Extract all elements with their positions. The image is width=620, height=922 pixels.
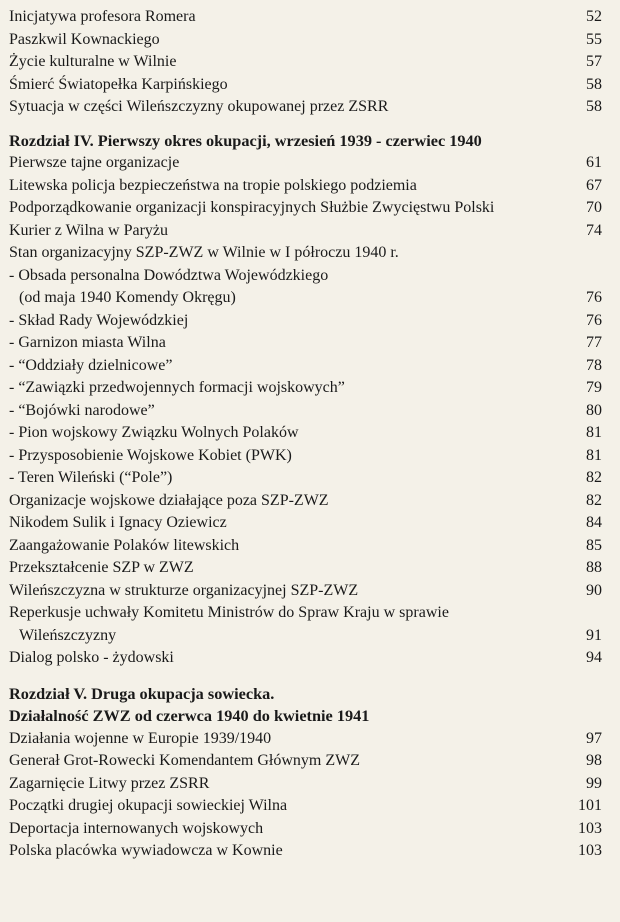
toc-entry-title: Paszkwil Kownackiego [9,30,160,48]
toc-entry [9,445,614,468]
toc-entry [9,51,614,74]
toc-entry-page: 99 [586,774,602,792]
toc-entry [9,242,614,265]
toc-entry-title: Życie kulturalne w Wilnie [9,53,177,70]
toc-entry [9,310,614,333]
toc-entry [9,6,614,29]
toc-entry-title: (od maja 1940 Komendy Okręgu) [19,289,236,306]
toc-entry [9,557,614,580]
toc-entry-page: 61 [586,154,602,171]
toc-entry-title: Zagarnięcie Litwy przez ZSRR [9,774,210,792]
toc-entry-title: Organizacje wojskowe działające poza SZP-ZWZ [9,491,329,509]
toc-entry-page: 85 [586,536,602,554]
toc-entry-title: Wileńszczyzny [19,626,117,644]
toc-entry [9,580,614,603]
toc-entry [9,74,614,97]
toc-entry [9,29,614,52]
toc-entry-page: 84 [586,514,602,531]
toc-entry-page: 97 [586,729,602,747]
toc-entry-page: 79 [586,379,602,396]
chapter-title: Rozdział IV. Pierwszy okres okupacji, wrzesień 1939 - czerwiec 1940 [9,130,482,150]
toc-entry [9,467,614,490]
toc-entry-title: Pierwsze tajne organizacje [9,154,180,171]
toc-entry [9,422,614,445]
toc-entry-page: 101 [578,797,602,814]
toc-entry-page: 70 [586,199,602,216]
toc-entry [9,750,614,773]
toc-entry-title: Przekształcenie SZP w ZWZ [9,559,194,576]
chapter-heading [9,683,614,706]
toc-entry-title: Początki drugiej okupacji sowieckiej Wilna [9,797,288,814]
toc-entry [9,220,614,243]
toc-entry-page: 98 [586,752,602,769]
toc-entry-title: Podporządkowanie organizacji konspiracyjnych Służbie Zwycięstwu Polski [9,199,495,216]
toc-entry [9,175,614,198]
toc-entry-page: 78 [586,356,602,374]
toc-entry-title: - Pion wojskowy Związku Wolnych Polaków [9,424,299,441]
toc-entry-title: Śmierć Światopełka Karpińskiego [9,75,228,93]
toc-entry-title: Reperkusje uchwały Komitetu Ministrów do Spraw Kraju w sprawie [9,604,449,621]
toc-entry-title: Litewska policja bezpieczeństwa na tropie polskiego podziemia [9,176,417,194]
toc-entry-page: 58 [586,98,602,115]
toc-entry [9,795,614,818]
toc-entry [9,625,614,648]
toc-entry-title: Deportacja internowanych wojskowych [9,819,264,837]
toc-entry [9,400,614,423]
toc-entry-page: 67 [586,176,602,194]
toc-entry-page: 90 [586,581,602,599]
toc-entry [9,512,614,535]
toc-entry [9,728,614,751]
toc-entry-title: - “Zawiązki przedwojennych formacji wojskowych” [9,379,345,396]
toc-entry [9,287,614,310]
toc-entry-page: 88 [586,559,602,576]
toc-entry-title: Kurier z Wilna w Paryżu [9,221,169,239]
toc-entry-title: - “Oddziały dzielnicowe” [9,356,173,374]
toc-entry-title: Polska placówka wywiadowcza w Kownie [9,842,283,859]
toc-entry-page: 82 [586,491,602,509]
toc-entry-page: 81 [586,446,602,464]
toc-group-1 [9,6,614,119]
chapter-title-line-2: Działalność ZWZ od czerwca 1940 do kwietnie 1941 [9,706,370,725]
toc-entry-title: Działania wojenne w Europie 1939/1940 [9,729,272,747]
toc-entry [9,773,614,796]
toc-group-3 [9,728,614,863]
chapter-heading [9,705,614,728]
toc-entry [9,490,614,513]
toc-entry-title: Zaangażowanie Polaków litewskich [9,536,240,554]
toc-entry-title: Sytuacja w części Wileńszczyzny okupowanej przez ZSRR [9,98,389,115]
toc-entry-page: 76 [586,311,602,329]
toc-entry [9,647,614,670]
table-of-contents [9,6,614,863]
toc-entry-page: 103 [578,842,602,859]
toc-entry-title: Dialog polsko - żydowski [9,649,174,666]
chapter-heading [9,130,614,153]
toc-entry [9,818,614,841]
toc-entry [9,332,614,355]
toc-entry-title: - Skład Rady Wojewódzkiej [9,311,189,329]
toc-entry [9,840,614,863]
toc-entry-title: Inicjatywa profesora Romera [9,8,196,25]
toc-entry-page: 76 [586,289,602,306]
toc-entry-page: 55 [586,30,602,48]
toc-entry [9,355,614,378]
toc-entry-page: 58 [586,75,602,93]
toc-entry [9,96,614,119]
toc-entry-page: 103 [578,819,602,837]
toc-entry [9,197,614,220]
toc-entry [9,152,614,175]
toc-entry-title: Generał Grot-Rowecki Komendantem Głównym ZWZ [9,752,361,769]
toc-entry-title: - Teren Wileński (“Pole”) [9,469,173,486]
toc-entry-page: 82 [586,469,602,486]
toc-entry-title: - Obsada personalna Dowództwa Wojewódzkiego [9,266,329,284]
toc-entry [9,377,614,400]
toc-entry-page: 94 [586,649,602,666]
toc-group-2 [9,152,614,670]
toc-entry-title: Stan organizacyjny SZP-ZWZ w Wilnie w I półroczu 1940 r. [9,244,399,261]
toc-entry [9,602,614,625]
toc-entry [9,535,614,558]
toc-entry-page: 81 [586,424,602,441]
toc-entry-title: - Przysposobienie Wojskowe Kobiet (PWK) [9,446,292,464]
toc-entry-title: - “Bojówki narodowe” [9,401,155,419]
toc-entry-page: 57 [586,53,602,70]
toc-entry-page: 91 [586,626,602,644]
toc-entry [9,265,614,288]
toc-entry-page: 80 [586,401,602,419]
toc-entry-page: 74 [586,221,602,239]
toc-entry-title: Wileńszczyzna w strukturze organizacyjnej SZP-ZWZ [9,581,359,599]
toc-entry-title: Nikodem Sulik i Ignacy Oziewicz [9,514,227,531]
toc-entry-page: 52 [586,8,602,25]
chapter-title-line-1: Rozdział V. Druga okupacja sowiecka. [9,683,275,703]
toc-entry-page: 77 [586,334,602,351]
toc-entry-title: - Garnizon miasta Wilna [9,334,166,351]
